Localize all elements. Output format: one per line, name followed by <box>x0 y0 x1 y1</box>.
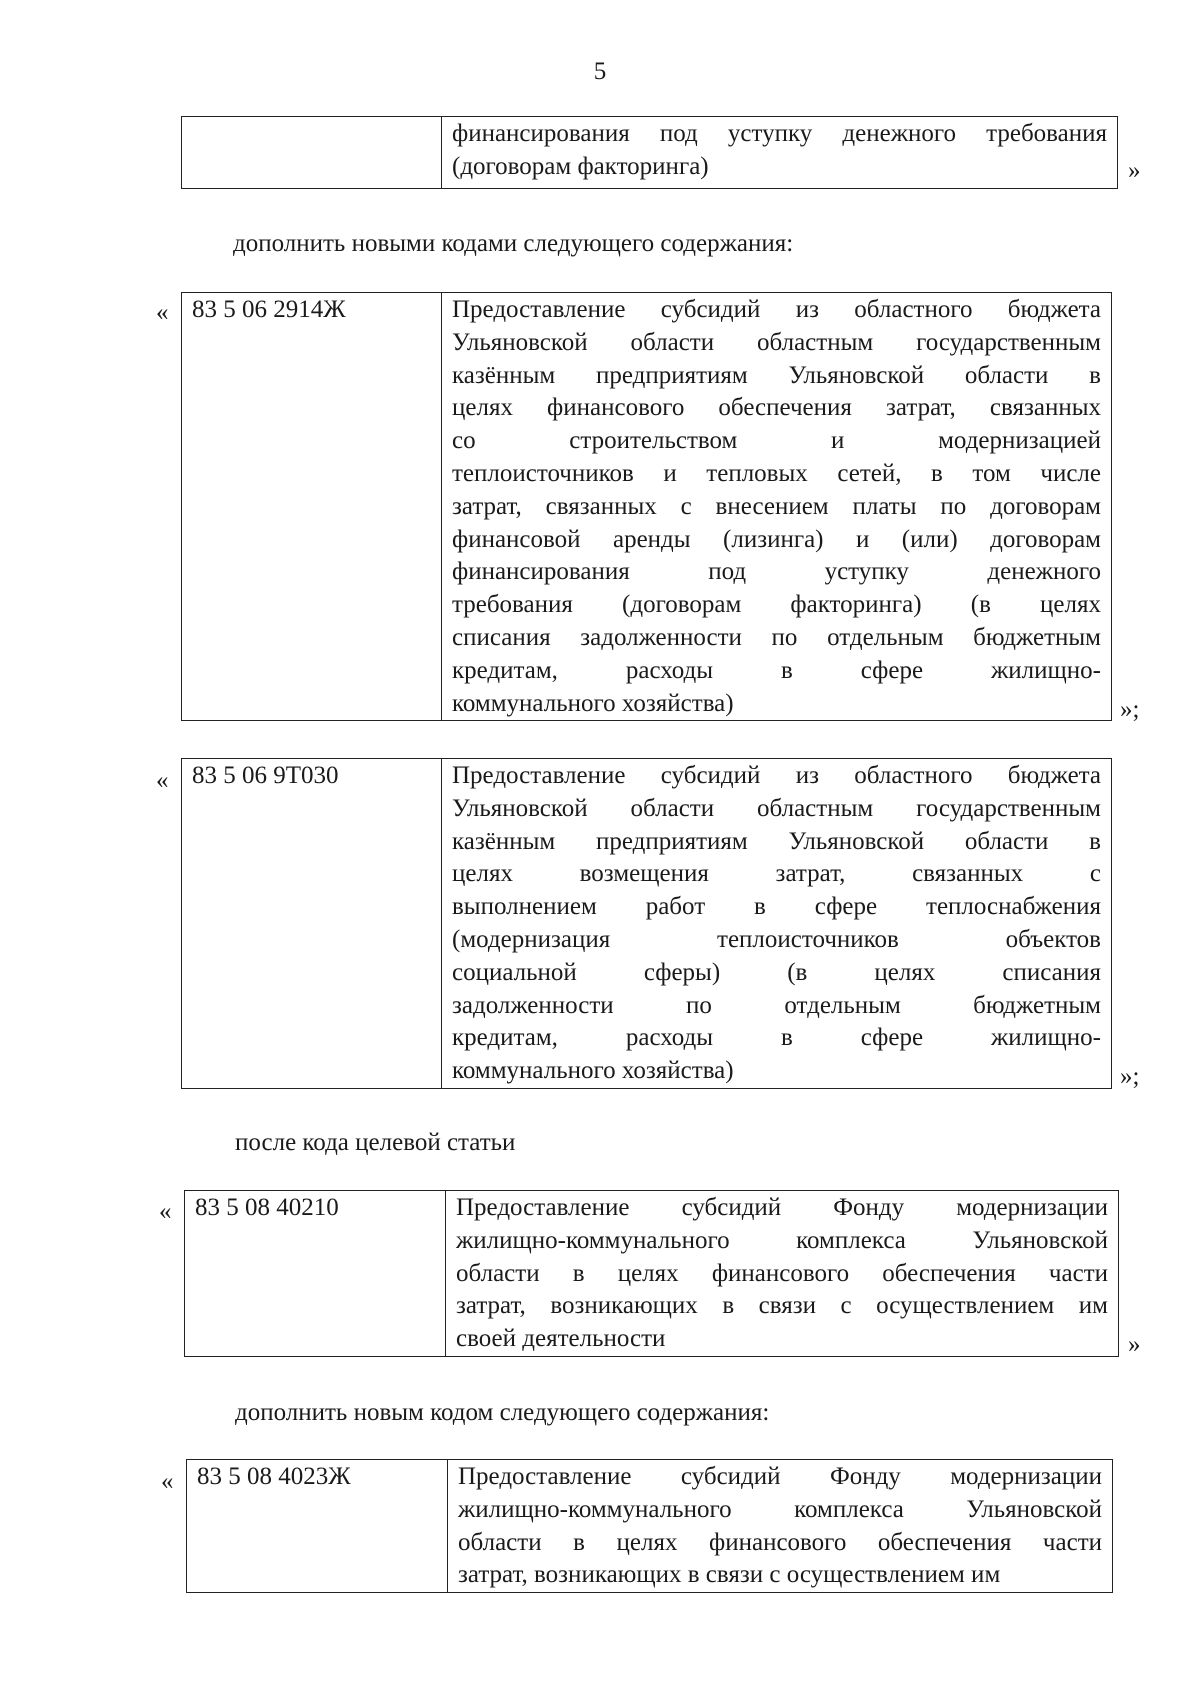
code-table <box>184 1190 1119 1357</box>
code-table <box>181 292 1112 721</box>
description-line: финансирования под уступку денежного <box>452 558 1101 586</box>
description-line: (договорам факторинга) <box>452 152 709 180</box>
description-line: Ульяновской области областным государственным <box>452 328 1101 356</box>
opening-quote: « <box>156 299 169 326</box>
description-line: затрат, возникающих в связи с осуществлением им <box>458 1561 1001 1589</box>
description-line: теплоисточников и тепловых сетей, в том числе <box>452 459 1101 487</box>
description-line: целях финансового обеспечения затрат, связанных <box>452 394 1101 422</box>
description-line: со строительством и модернизацией <box>452 427 1101 455</box>
description-line: списания задолженности по отдельным бюджетным <box>452 623 1101 651</box>
description-cell <box>442 117 1118 189</box>
description-line: области в целях финансового обеспечения части <box>456 1259 1108 1287</box>
description-line: коммунального хозяйства) <box>452 689 734 717</box>
description-line: Ульяновской области областным государственным <box>452 794 1101 822</box>
description-cell <box>448 1460 1113 1593</box>
code-cell <box>182 117 442 189</box>
table-row <box>182 293 1112 721</box>
description-line: требования (договорам факторинга) (в целях <box>452 591 1101 619</box>
description-line: выполнением работ в сфере теплоснабжения <box>452 893 1101 921</box>
paragraph-after-code: после кода целевой статьи <box>235 1129 516 1156</box>
opening-quote: « <box>156 767 169 794</box>
description-line: кредитам, расходы в сфере жилищно- <box>452 1024 1101 1052</box>
opening-quote: « <box>161 1468 174 1495</box>
code-cell: 83 5 06 9Т030 <box>182 759 442 1089</box>
description-line: (модернизация теплоисточников объектов <box>452 925 1101 953</box>
description-line: казённым предприятиям Ульяновской области в <box>452 827 1101 855</box>
code-table <box>186 1459 1113 1593</box>
description-line: финансовой аренды (лизинга) и (или) договорам <box>452 525 1101 553</box>
description-line: затрат, связанных с внесением платы по договорам <box>452 492 1101 520</box>
closing-quote: »; <box>1120 696 1140 723</box>
description-line: Предоставление субсидий Фонду модернизации <box>458 1463 1102 1490</box>
paragraph-add-code: дополнить новым кодом следующего содержания: <box>235 1399 770 1426</box>
description-line: коммунального хозяйства) <box>452 1057 734 1085</box>
paragraph-add-codes: дополнить новыми кодами следующего содержания: <box>233 230 794 257</box>
description-line: жилищно-коммунального комплекса Ульяновской <box>456 1226 1108 1254</box>
description-cell <box>446 1191 1119 1357</box>
opening-quote: « <box>159 1198 172 1225</box>
description-line: финансирования под уступку денежного требования <box>452 120 1107 147</box>
description-line: казённым предприятиям Ульяновской области в <box>452 361 1101 389</box>
description-line: жилищно-коммунального комплекса Ульяновской <box>458 1495 1102 1523</box>
page-number: 5 <box>593 58 607 85</box>
code-cell: 83 5 08 40210 <box>185 1191 446 1357</box>
description-line: Предоставление субсидий из областного бюджета <box>452 762 1101 789</box>
closing-quote: » <box>1128 157 1141 184</box>
description-line: области в целях финансового обеспечения части <box>458 1528 1102 1556</box>
code-cell: 83 5 06 2914Ж <box>182 293 442 721</box>
description-line: социальной сферы) (в целях списания <box>452 958 1101 986</box>
description-line: затрат, возникающих в связи с осуществлением им <box>456 1292 1108 1320</box>
closing-quote: » <box>1128 1331 1141 1358</box>
description-line: Предоставление субсидий Фонду модернизации <box>456 1194 1108 1221</box>
description-line: задолженности по отдельным бюджетным <box>452 991 1101 1019</box>
description-cell <box>442 759 1112 1089</box>
description-line: своей деятельности <box>456 1325 666 1353</box>
description-line: целях возмещения затрат, связанных с <box>452 860 1101 888</box>
code-table-continued <box>181 116 1118 189</box>
table-row <box>185 1191 1119 1357</box>
description-cell <box>442 293 1112 721</box>
table-row <box>187 1460 1113 1593</box>
closing-quote: »; <box>1120 1063 1140 1090</box>
table-row <box>182 759 1112 1089</box>
description-line: Предоставление субсидий из областного бюджета <box>452 296 1101 323</box>
description-line: кредитам, расходы в сфере жилищно- <box>452 656 1101 684</box>
table-row <box>182 117 1118 189</box>
code-cell: 83 5 08 4023Ж <box>187 1460 448 1593</box>
code-table <box>181 758 1112 1089</box>
